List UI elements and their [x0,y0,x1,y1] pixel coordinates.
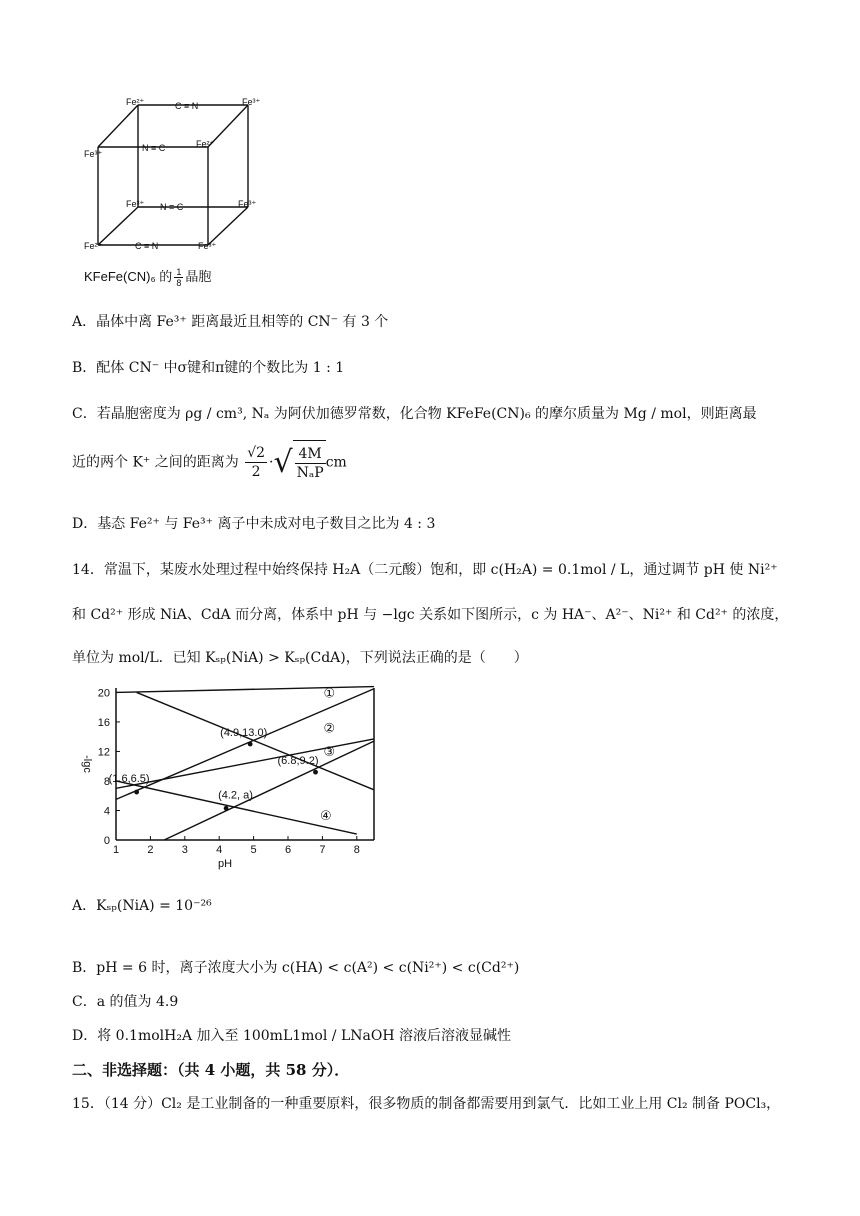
y-tick-label: 16 [97,716,110,729]
label-fe3-left: Fe³⁺ [84,149,103,159]
series-label-3: ③ [323,743,336,759]
annotation-point [248,742,253,747]
q13-option-c-line2 [72,440,347,486]
caption-frac-den: 8 [176,278,182,289]
q13-option-d: D．基态 Fe²⁺ 与 Fe³⁺ 离子中未成对电子数目之比为 4 : 3 [72,516,436,532]
label-nc-mid: N ≡ C [142,143,166,153]
q13-c-root [293,440,326,485]
label-fe2-bottom: Fe²⁺ [84,241,103,251]
annotation-label: (4.9,13.0) [220,727,268,740]
q13-c-dot: · [269,454,274,471]
q13-c-frac-num: √2 [247,445,266,461]
section-2-heading: 二、非选择题：（共 4 小题，共 58 分）． [72,1061,350,1079]
label-cn-bottom: C ≡ N [135,241,159,251]
label-fe3-center: Fe³⁺ [126,199,145,209]
y-axis-label: -lgc [81,755,93,773]
y-tick-label: 4 [103,805,110,818]
x-tick-label: 2 [147,844,154,856]
q14-option-c: C．a 的值为 4.9 [72,994,179,1010]
q13-c-prefix: 近的两个 K⁺ 之间的距离为 [72,454,239,471]
q13-c-root-den: NₐΡ [296,464,324,481]
y-tick-label: 12 [97,746,110,759]
label-fe3-right: Fe³⁺ [238,199,257,209]
x-tick-label: 4 [216,844,223,856]
q13-c-unit: cm [325,454,347,471]
annotation-label: (6.8,9.2) [277,755,319,768]
q13-c-frac-den: 2 [251,464,261,480]
x-tick-label: 1 [112,844,120,856]
q14-option-d: D．将 0.1molH₂A 加入至 100mL1mol / LNaOH 溶液后溶液显碱性 [72,1028,511,1044]
series-label-4: ④ [320,808,332,824]
x-tick-label: 5 [250,844,257,856]
crystal-structure-diagram [80,95,280,265]
q13-option-a: A．晶体中离 Fe³⁺ 距离最近且相等的 CN⁻ 有 3 个 [72,314,389,330]
x-tick-label: 7 [319,844,326,856]
sqrt-sign-icon: √ [273,444,293,480]
x-tick-label: 8 [353,844,360,856]
q14-stem-line1: 14．常温下，某废水处理过程中始终保持 H₂A（二元酸）饱和，即 c(H₂A) = 0.1mol / L，通过调节 pH 使 Ni²⁺ [72,562,778,578]
q14-stem-line2: 和 Cd²⁺ 形成 NiA、CdA 而分离，体系中 pH 与 −lgc 关系如下图所示，c 为 HA⁻、A²⁻、Ni²⁺ 和 Cd²⁺ 的浓度， [72,607,789,623]
label-cn-top: C ≡ N [175,101,199,111]
annotation-point [313,770,318,775]
x-axis-label: pH [217,858,233,870]
annotation-point [134,790,139,795]
q13-c-fraction [245,444,267,481]
ph-lgc-chart [72,680,382,870]
boundary-line [116,687,374,693]
caption-fraction [174,267,183,288]
x-tick-label: 6 [284,844,292,856]
label-fe3-top: Fe³⁺ [242,97,261,107]
q14-option-a: A．Kₛₚ(NiA) = 10⁻²⁶ [72,898,212,914]
crystal-caption [84,266,211,288]
q13-c-root-num: 4M [295,445,326,464]
y-tick-label: 0 [103,835,110,847]
series-label-2: ② [323,720,336,736]
annotation-label: (1.6,6.5) [108,773,150,786]
annotation-point [224,806,229,811]
x-tick-label: 3 [181,844,188,856]
y-tick-label: 8 [103,775,110,788]
caption-frac-num: 1 [176,267,182,278]
label-fe2-mid: Fe²⁺ [196,139,215,149]
q14-option-b: B．pH = 6 时，离子浓度大小为 c(HA) < c(A²) < c(Ni²⁺) < c(Cd²⁺) [72,960,520,976]
series-line-4 [164,741,374,840]
label-nc-center: N ≡ C [160,202,184,212]
label-fe2-top: Fe²⁺ [126,97,145,107]
q13-option-c-line1: C．若晶胞密度为 ρg / cm³, Nₐ 为阿伏加德罗常数，化合物 KFeFe(CN)₆ 的摩尔质量为 Mg / mol，则距离最 [72,406,757,422]
q15-stem: 15．（14 分）Cl₂ 是工业制备的一种重要原料，很多物质的制备都需要用到氯气．比如工业上用 Cl₂ 制备 POCl₃， [72,1096,781,1112]
q14-stem-line3: 单位为 mol/L．已知 Kₛₚ(NiA) > Kₛₚ(CdA)，下列说法正确的是（ ） [72,650,528,666]
caption-prefix: KFeFe(CN)₆ 的 [84,269,173,284]
y-tick-label: 20 [97,687,110,700]
series-line-2 [116,689,374,800]
annotation-label: (4.2, a) [218,789,253,802]
series-line-3 [116,739,374,788]
label-fe3-bottom: Fe³⁺ [198,241,217,251]
caption-suffix: 晶胞 [185,269,212,284]
series-label-1: ① [323,685,336,701]
q13-option-b: B．配体 CN⁻ 中σ键和π键的个数比为 1 : 1 [72,360,345,376]
